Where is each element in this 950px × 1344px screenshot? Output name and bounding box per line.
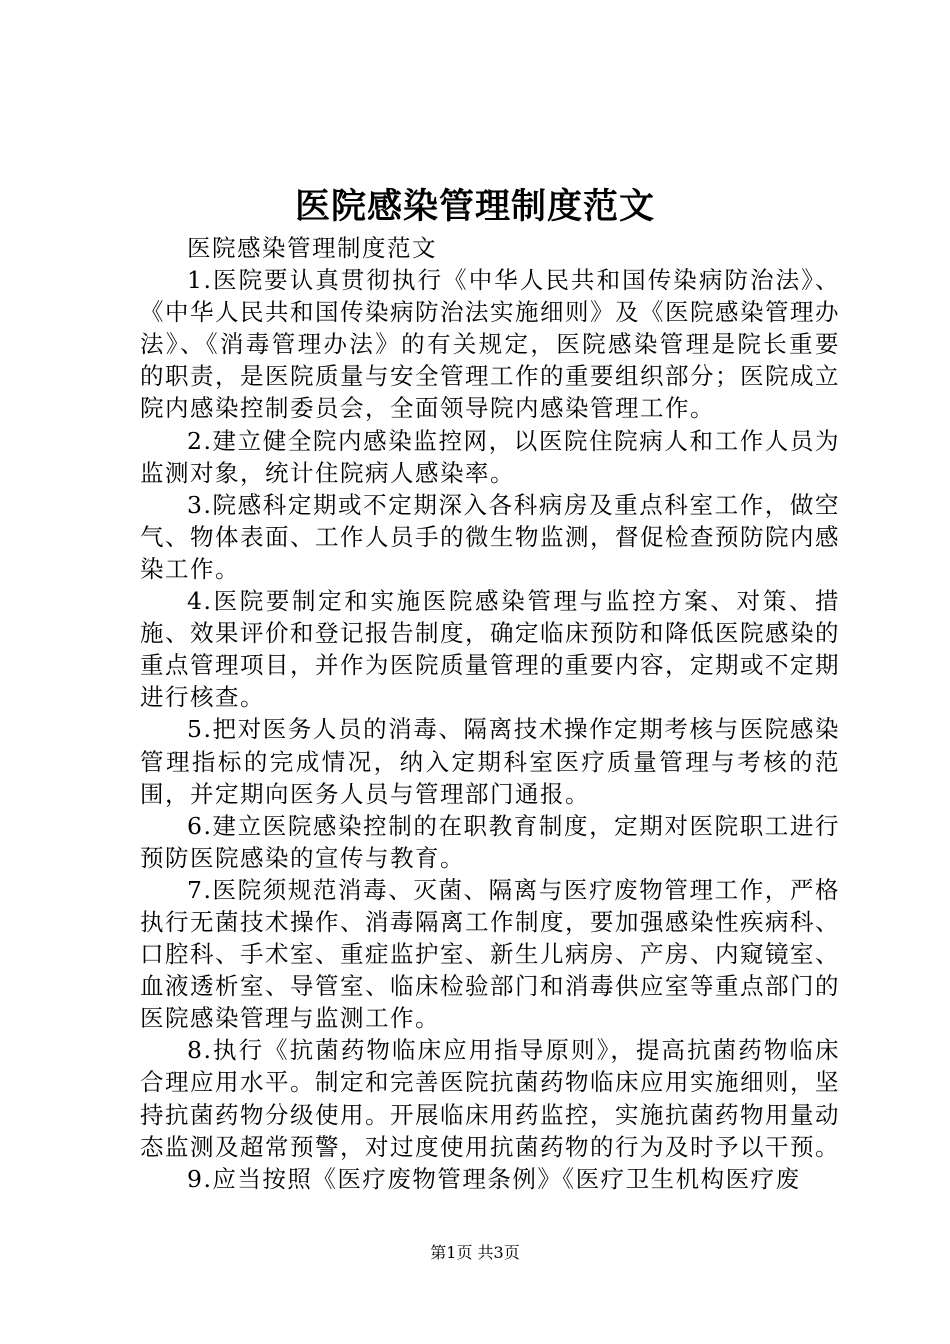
paragraph-item-1: 1.医院要认真贯彻执行《中华人民共和国传染病防治法》、《中华人民共和国传染病防治法实施细则》及《医院感染管理办法》、《消毒管理办法》的有关规定，医院感染管理是院长重要的职责，是医院质量与安全管理工作的重要组织部分；医院成立院内感染控制委员会，全面领导院内感染管理工作。 bbox=[140, 266, 840, 423]
document-body bbox=[140, 232, 840, 1195]
paragraph-item-3: 3.院感科定期或不定期深入各科病房及重点科室工作，做空气、物体表面、工作人员手的微生物监测，督促检查预防院内感染工作。 bbox=[140, 490, 840, 583]
page-footer: 第1页 共3页 bbox=[430, 1243, 520, 1262]
paragraph-item-2: 2.建立健全院内感染监控网，以医院住院病人和工作人员为监测对象，统计住院病人感染率。 bbox=[140, 426, 840, 487]
paragraph-item-4: 4.医院要制定和实施医院感染管理与监控方案、对策、措施、效果评价和登记报告制度，确定临床预防和降低医院感染的重点管理项目，并作为医院质量管理的重要内容，定期或不定期进行核查。 bbox=[140, 587, 840, 712]
paragraph-item-9: 9.应当按照《医疗废物管理条例》《医疗卫生机构医疗废 bbox=[187, 1164, 801, 1193]
document-title: 医院感染管理制度范文 bbox=[294, 186, 655, 227]
paragraph-subtitle: 医院感染管理制度范文 bbox=[187, 234, 437, 262]
paragraph-item-6: 6.建立医院感染控制的在职教育制度，定期对医院职工进行预防医院感染的宣传与教育。 bbox=[140, 811, 840, 872]
paragraph-item-5: 5.把对医务人员的消毒、隔离技术操作定期考核与医院感染管理指标的完成情况，纳入定期科室医疗质量管理与考核的范围，并定期向医务人员与管理部门通报。 bbox=[140, 715, 840, 808]
paragraph-item-7: 7.医院须规范消毒、灭菌、隔离与医疗废物管理工作，严格执行无菌技术操作、消毒隔离工作制度，要加强感染性疾病科、口腔科、手术室、重症监护室、新生儿病房、产房、内窥镜室、血液透析室、导管室、临床检验部门和消毒供应室等重点部门的医院感染管理与监测工作。 bbox=[140, 875, 840, 1033]
paragraph-item-8: 8.执行《抗菌药物临床应用指导原则》，提高抗菌药物临床合理应用水平。制定和完善医院抗菌药物临床应用实施细则，坚持抗菌药物分级使用。开展临床用药监控，实施抗菌药物用量动态监测及超常预警，对过度使用抗菌药物的行为及时予以干预。 bbox=[140, 1036, 840, 1161]
